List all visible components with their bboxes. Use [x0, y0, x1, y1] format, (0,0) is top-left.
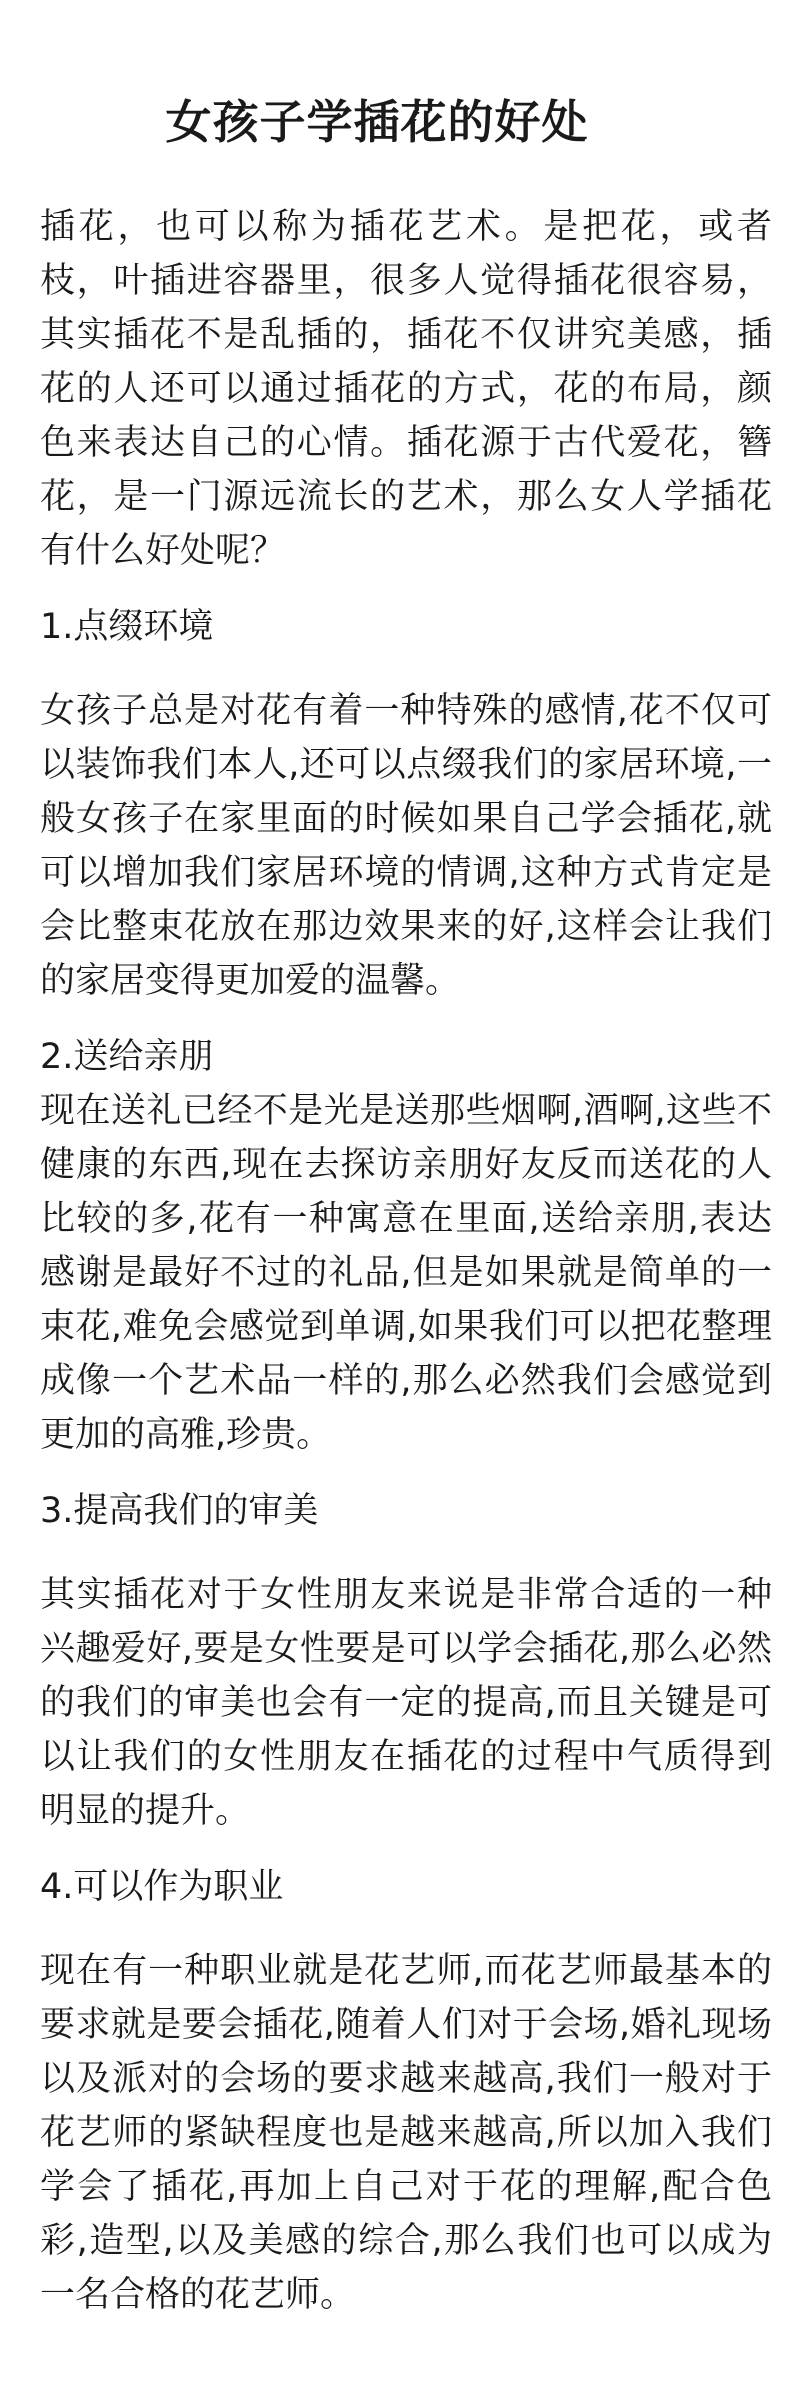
section-heading: 2.送给亲朋: [40, 1037, 214, 1077]
section-improve-aesthetics: [40, 1484, 772, 1838]
section-gift-to-friends: [40, 1030, 772, 1462]
section-paragraph: 现在有一种职业就是花艺师,而花艺师最基本的要求就是要会插花,随着人们对于会场,婚礼现场以及派对的会场的要求越来越高,我们一般对于花艺师的紧缺程度也是越来越高,所以加入我们学会了插花,再加上自己对于花的理解,配合色彩,造型,以及美感的综合,那么我们也可以成为一名合格的花艺师。: [40, 1951, 772, 2315]
section-paragraph: 女孩子总是对花有着一种特殊的感情,花不仅可以装饰我们本人,还可以点缀我们的家居环境,一般女孩子在家里面的时候如果自己学会插花,就可以增加我们家居环境的情调,这种方式肯定是会比整束花放在那边效果来的好,这样会让我们的家居变得更加爱的温馨。: [40, 691, 772, 1001]
section-heading: 4.可以作为职业: [40, 1867, 284, 1907]
section-paragraph: 现在送礼已经不是光是送那些烟啊,酒啊,这些不健康的东西,现在去探访亲朋好友反而送花的人比较的多,花有一种寓意在里面,送给亲朋,表达感谢是最好不过的礼品,但是如果就是简单的一束花,难免会感觉到单调,如果我们可以把花整理成像一个艺术品一样的,那么必然我们会感觉到更加的高雅,珍贵。: [40, 1091, 772, 1455]
intro-paragraph: 插花，也可以称为插花艺术。是把花，或者枝，叶插进容器里，很多人觉得插花很容易，其实插花不是乱插的，插花不仅讲究美感，插花的人还可以通过插花的方式，花的布局，颜色来表达自己的心情。插花源于古代爱花，簪花，是一门源远流长的艺术，那么女人学插花有什么好处呢？: [40, 207, 772, 571]
section-heading: 3.提高我们的审美: [40, 1491, 319, 1531]
section-heading: 1.点缀环境: [40, 607, 214, 647]
section-career: [40, 1860, 772, 2322]
article-title: 女孩子学插花的好处: [165, 95, 589, 149]
section-paragraph: 其实插花对于女性朋友来说是非常合适的一种兴趣爱好,要是女性要是可以学会插花,那么必然的我们的审美也会有一定的提高,而且关键是可以让我们的女性朋友在插花的过程中气质得到明显的提升。: [40, 1575, 772, 1831]
section-decorate-environment: [40, 600, 772, 1008]
